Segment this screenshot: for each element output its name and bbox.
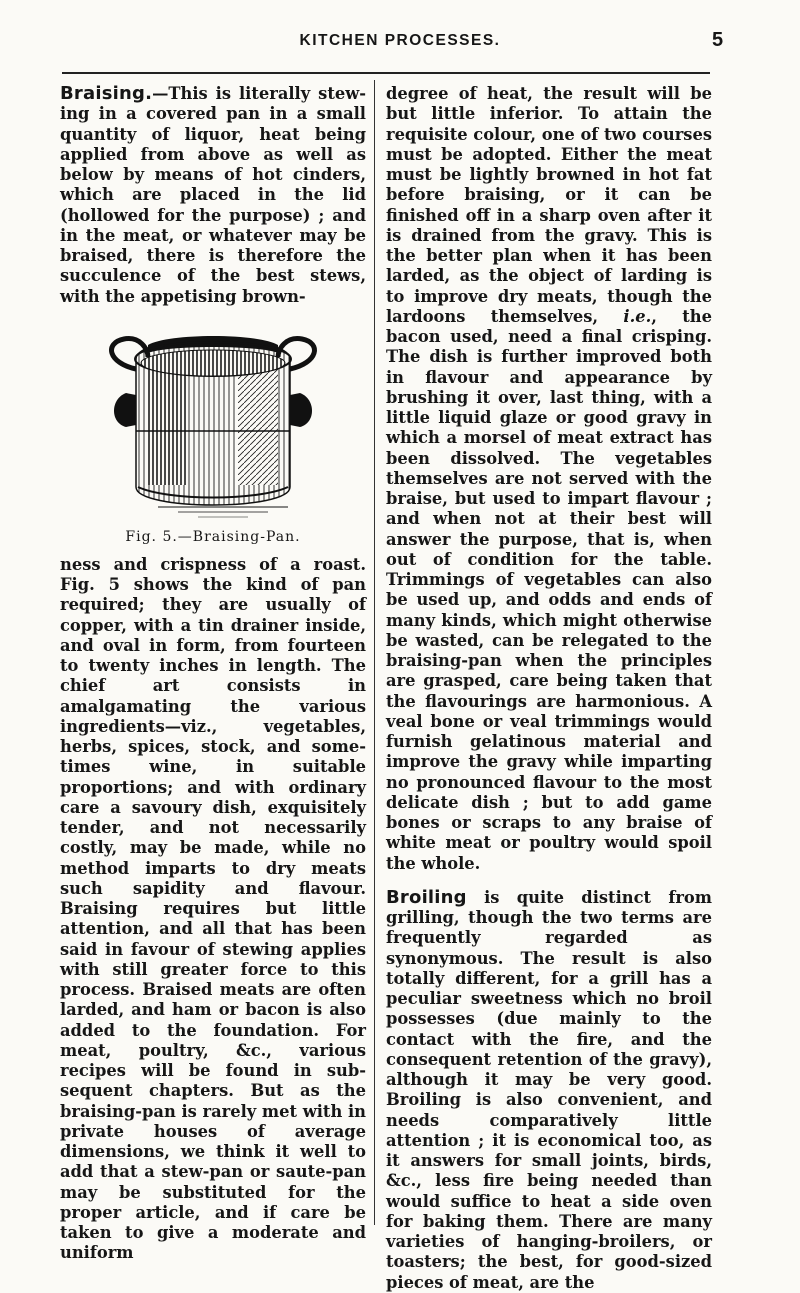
- figure-braising-pan: [60, 319, 366, 545]
- figure-caption: Fig. 5.—Braising-Pan.: [125, 528, 301, 545]
- braising-text-3-ie: i.e.: [623, 306, 652, 326]
- right-column: [386, 84, 712, 1293]
- braising-paragraph-1: [60, 84, 366, 307]
- braising-paragraph-3: [386, 84, 712, 874]
- broiling-heading: Broiling: [386, 886, 467, 908]
- braising-text-1: —This is literally stewing in a covered pan in a small quantity of liquor, heat being applied from above as well as below by means of hot cinders, which are placed in the lid (hollowed for the purpose) ; and in the meat, or whatever may be braised, there is therefore the succulence of the best stews, with the appetising brown-: [60, 84, 366, 306]
- braising-pan-icon: [88, 319, 338, 519]
- braising-paragraph-2: ness and crispness of a roast. Fig. 5 shows the kind of pan required; they are usually of copper, with a tin drainer inside, and oval in form, from fourteen to twenty inches in length. The chief art consists in amalgamating the various ingredients—viz., vegetables, herbs, spices, stock, and sometimes wine, in suitable proportions; and with ordinary care a savoury dish, exquisitely tender, and not necessarily costly, may be made, while no method imparts to dry meats such sapidity and flavour. Braising requires but little attention, and all that has been said in favour of stewing applies with still greater force to this process. Braised meats are often larded, and ham or bacon is also added to the foundation. For meat, poultry, &c., various recipes will be found in subsequent chapters. But as the braising-pan is rarely met with in private houses of average dimensions, we think it well to add that a stew-pan or saute-pan may be substituted for the proper article, and if care be taken to give a moderate and uniform: [60, 554, 366, 1263]
- header-rule: [62, 72, 710, 74]
- braising-text-3a: degree of heat, the result will be but little inferior. To attain the requisite colour, one of two courses must be adopted. Either the meat must be lightly browned in hot fat before braising, or it can be finished off in a sharp oven after it is drained from the gravy. This is the better plan when it has been larded, as the object of larding is to improve dry meats, though the lardoons themselves,: [386, 84, 712, 326]
- running-head-title: KITCHEN PROCESSES.: [299, 32, 501, 49]
- broiling-text: is quite distinct from grilling, though the two terms are frequently regarded as synonymous. The result is also totally different, for a grill has a peculiar sweetness which no broil possesses (due mainly to the contact with the fire, and the consequent retention of the gravy), although it may be very good. Broiling is also convenient, and needs comparatively little attention ; it is economical too, as it answers for small joints, birds, &c., less fire being needed than would suffice to heat a side oven for baking them. There are many varieties of hanging-broilers, or toasters; the best, for good-sized pieces of meat, are the: [386, 887, 712, 1292]
- running-head: [0, 29, 800, 56]
- section-gap: [386, 874, 712, 888]
- page-number: 5: [712, 29, 724, 51]
- braising-heading: Braising.: [60, 83, 153, 104]
- left-column: [60, 84, 366, 1264]
- broiling-paragraph: [386, 888, 712, 1293]
- braising-text-3b: , the bacon used, need a final crisping. The dish is further improved both in flavour and appearance by brushing it over, last thing, with a little liquid glaze or good gravy in which a morsel of meat extract has been dissolved. The vegetables themselves are not served with the braise, but used to impart flavour ; and when not at their best will answer the purpose, that is, when out of condition for the table. Trimmings of vegetables can also be used up, and odds and ends of many kinds, which might otherwise be wasted, can be relegated to the braising-pan when the principles are grasped, care being taken that the flavourings are harmonious. A veal bone or veal trimmings would furnish gelatinous material and improve the gravy while imparting no pronounced flavour to the most delicate dish ; but to add game bones or scraps to any braise of white meat or poultry would spoil the whole.: [386, 306, 712, 873]
- column-divider: [374, 80, 375, 1225]
